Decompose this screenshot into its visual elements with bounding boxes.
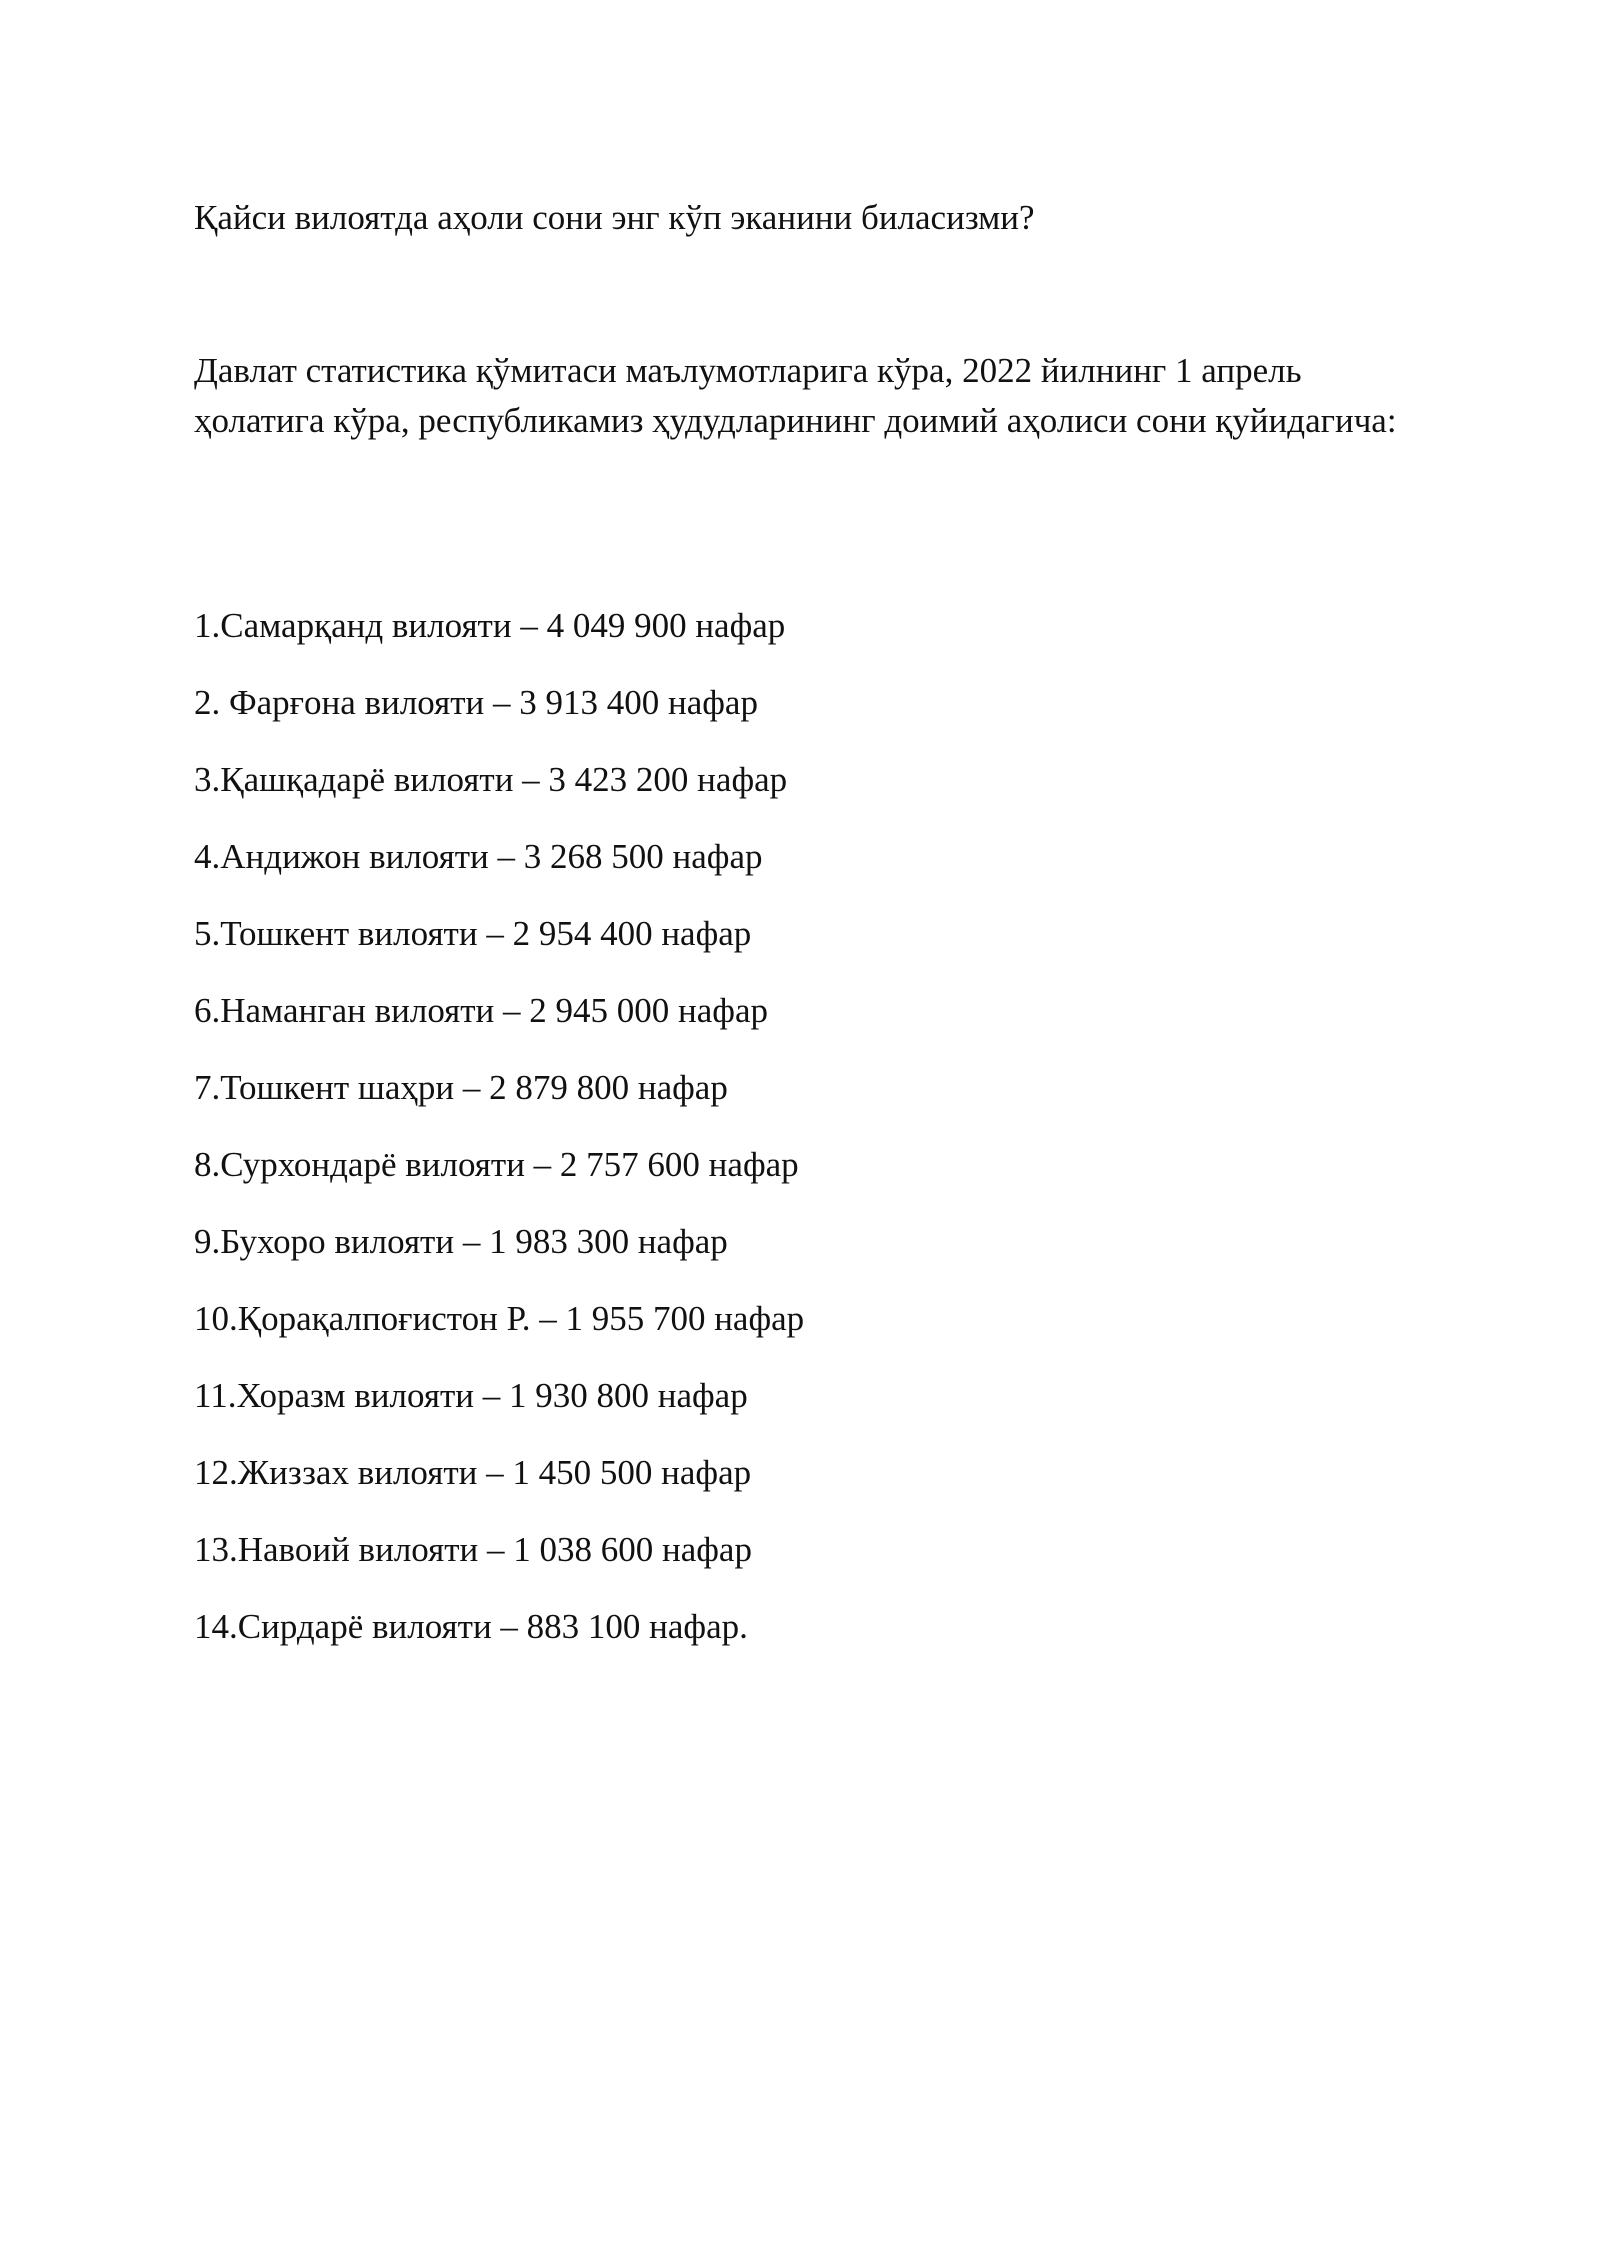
list-item: 9.Бухоро вилояти – 1 983 300 нафар (194, 1222, 728, 1261)
list-item: 12.Жиззах вилояти – 1 450 500 нафар (194, 1453, 752, 1492)
intro-paragraph: Давлат статистика қўмитаси маълумотларига кўра, 2022 йилнинг 1 апрель ҳолатига кўра, республикамиз ҳудудларининг доимий аҳолиси сони қуйидагича: (194, 351, 1397, 440)
list-item: 7.Тошкент шаҳри – 2 879 800 нафар (194, 1068, 728, 1107)
list-item: 2. Фарғона вилояти – 3 913 400 нафар (194, 683, 758, 722)
list-item: 3.Қашқадарё вилояти – 3 423 200 нафар (194, 760, 788, 799)
list-item: 6.Наманган вилояти – 2 945 000 нафар (194, 991, 769, 1030)
list-item: 13.Навоий вилояти – 1 038 600 нафар (194, 1530, 752, 1569)
list-item: 4.Андижон вилояти – 3 268 500 нафар (194, 837, 763, 876)
list-item: 1.Самарқанд вилояти – 4 049 900 нафар (194, 606, 786, 645)
population-list (194, 601, 804, 1679)
list-item: 8.Сурхондарё вилояти – 2 757 600 нафар (194, 1145, 799, 1184)
list-item: 10.Қорақалпоғистон Р. – 1 955 700 нафар (194, 1299, 805, 1338)
list-item: 14.Сирдарё вилояти – 883 100 нафар. (194, 1607, 748, 1646)
question-text: Қайси вилоятда аҳоли сони энг кўп эканини биласизми? (194, 198, 1035, 237)
list-item: 5.Тошкент вилояти – 2 954 400 нафар (194, 914, 752, 953)
list-item: 11.Хоразм вилояти – 1 930 800 нафар (194, 1376, 748, 1415)
